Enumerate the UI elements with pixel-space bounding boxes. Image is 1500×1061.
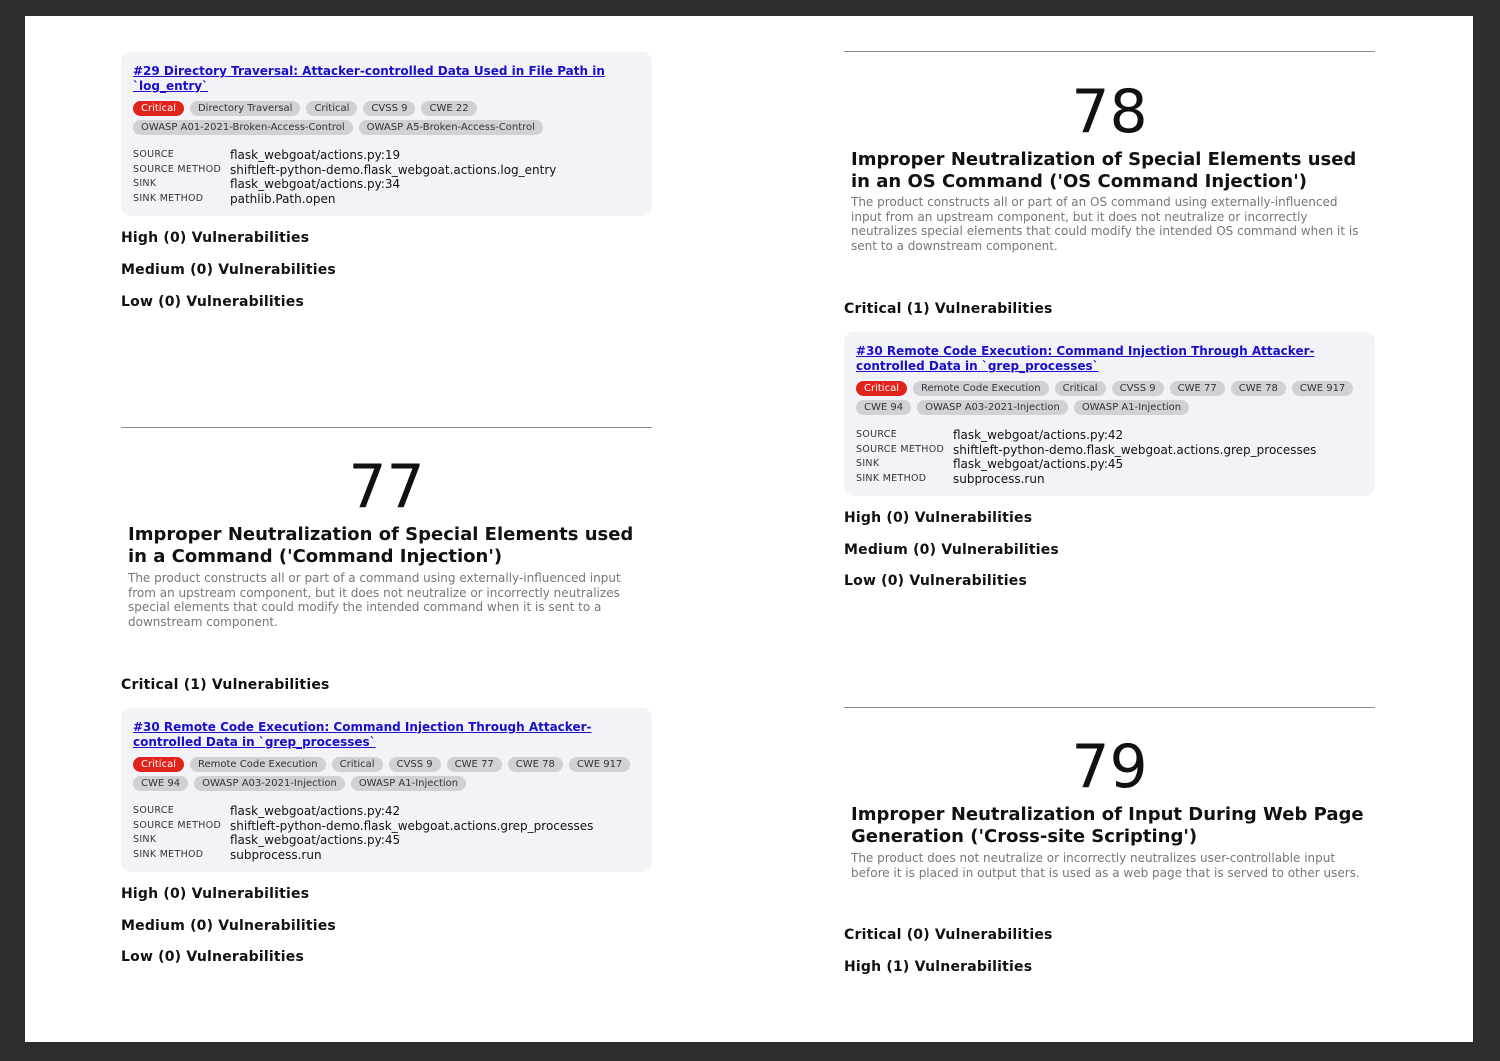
cwe-number: 77 [348, 452, 425, 522]
tag: OWASP A01-2021-Broken-Access-Control [133, 120, 353, 135]
source-method-label: SOURCE METHOD [856, 443, 945, 455]
tag: Remote Code Execution [190, 757, 326, 772]
source-label: SOURCE [856, 429, 898, 440]
tag: CWE 77 [447, 757, 502, 772]
source-value: flask_webgoat/actions.py:19 [230, 148, 401, 162]
high-vulnerabilities-heading: High (1) Vulnerabilities [844, 959, 1033, 975]
tag: CWE 94 [856, 400, 911, 415]
severity-badge: Critical [133, 101, 184, 116]
tag: CVSS 9 [389, 757, 441, 772]
tag: Directory Traversal [190, 101, 300, 116]
source-value: flask_webgoat/actions.py:42 [953, 428, 1124, 442]
section-divider [121, 427, 652, 428]
tag: CWE 917 [1292, 381, 1353, 396]
cwe-description: The product constructs all or part of a command using externally-influenced input from an upstream component, but it does not neutralize or incorrectly neutralizes special elements that could modify the intended command when it is sent to a downstream component. [128, 571, 621, 629]
sink-label: SINK [133, 178, 157, 189]
sink-method-value: pathlib.Path.open [230, 191, 336, 206]
tag: CVSS 9 [363, 101, 415, 116]
tag: OWASP A03-2021-Injection [194, 776, 345, 791]
tag: CWE 917 [569, 757, 630, 772]
medium-vulnerabilities-heading: Medium (0) Vulnerabilities [844, 542, 1059, 558]
source-method-value: shiftleft-python-demo.flask_webgoat.actions.grep_processes [953, 442, 1317, 457]
sink-label: SINK [133, 834, 157, 845]
location-details [133, 804, 640, 862]
high-vulnerabilities-heading: High (0) Vulnerabilities [844, 510, 1033, 526]
tag: CWE 78 [508, 757, 563, 772]
source-method-value: shiftleft-python-demo.flask_webgoat.actions.log_entry [230, 162, 557, 177]
high-vulnerabilities-heading: High (0) Vulnerabilities [121, 886, 310, 902]
sink-method-value: subprocess.run [953, 471, 1045, 486]
vulnerability-link[interactable]: #29 Directory Traversal: Attacker-controlled Data Used in File Path in `log_entry` [133, 64, 605, 93]
sink-method-label: SINK METHOD [856, 472, 927, 484]
sink-method-label: SINK METHOD [133, 848, 204, 860]
tag: CVSS 9 [1112, 381, 1164, 396]
source-method-label: SOURCE METHOD [133, 819, 222, 831]
vulnerability-card [121, 708, 652, 872]
vulnerability-link[interactable]: #30 Remote Code Execution: Command Injection Through Attacker-controlled Data in `grep_processes` [856, 344, 1315, 373]
section-divider [844, 51, 1375, 52]
sink-method-label: SINK METHOD [133, 192, 204, 204]
medium-vulnerabilities-heading: Medium (0) Vulnerabilities [121, 918, 336, 934]
low-vulnerabilities-heading: Low (0) Vulnerabilities [844, 573, 1028, 589]
critical-vulnerabilities-heading: Critical (1) Vulnerabilities [121, 677, 330, 693]
cwe-number: 78 [1071, 77, 1148, 147]
cwe-description: The product constructs all or part of an OS command using externally-influenced input from an upstream component, but it does not neutralize or incorrectly neutralizes special elements that could modify the intended OS command when it is sent to a downstream component. [851, 195, 1359, 253]
tag: Critical [1055, 381, 1106, 396]
severity-badge: Critical [133, 757, 184, 772]
sink-method-value: subprocess.run [230, 847, 322, 862]
critical-vulnerabilities-heading: Critical (0) Vulnerabilities [844, 927, 1053, 943]
tag-list [133, 101, 640, 135]
cwe-title: Improper Neutralization of Input During Web Page Generation ('Cross-site Scripting') [851, 804, 1364, 847]
location-details [133, 148, 640, 206]
report-page [25, 16, 1473, 1042]
tag: CWE 78 [1231, 381, 1286, 396]
tag: Critical [306, 101, 357, 116]
cwe-title: Improper Neutralization of Special Elements used in an OS Command ('OS Command Injection') [851, 149, 1357, 192]
source-value: flask_webgoat/actions.py:42 [230, 804, 401, 818]
tag: CWE 77 [1170, 381, 1225, 396]
medium-vulnerabilities-heading: Medium (0) Vulnerabilities [121, 262, 336, 278]
source-label: SOURCE [133, 805, 175, 816]
sink-label: SINK [856, 458, 880, 469]
source-method-value: shiftleft-python-demo.flask_webgoat.actions.grep_processes [230, 818, 594, 833]
vulnerability-card [844, 332, 1375, 496]
tag: Remote Code Execution [913, 381, 1049, 396]
source-method-label: SOURCE METHOD [133, 163, 222, 175]
tag: Critical [332, 757, 383, 772]
vulnerability-card [121, 52, 652, 216]
sink-value: flask_webgoat/actions.py:34 [230, 177, 401, 191]
tag-list [133, 757, 640, 791]
sink-value: flask_webgoat/actions.py:45 [953, 457, 1124, 471]
vulnerability-link[interactable]: #30 Remote Code Execution: Command Injection Through Attacker-controlled Data in `grep_processes` [133, 720, 592, 749]
cwe-description: The product does not neutralize or incorrectly neutralizes user-controllable input before it is placed in output that is used as a web page that is served to other users. [851, 851, 1360, 880]
low-vulnerabilities-heading: Low (0) Vulnerabilities [121, 949, 305, 965]
sink-value: flask_webgoat/actions.py:45 [230, 833, 401, 847]
tag: OWASP A03-2021-Injection [917, 400, 1068, 415]
tag: OWASP A1-Injection [1074, 400, 1189, 415]
low-vulnerabilities-heading: Low (0) Vulnerabilities [121, 294, 305, 310]
location-details [856, 428, 1363, 486]
tag: CWE 94 [133, 776, 188, 791]
high-vulnerabilities-heading: High (0) Vulnerabilities [121, 230, 310, 246]
source-label: SOURCE [133, 149, 175, 160]
severity-badge: Critical [856, 381, 907, 396]
critical-vulnerabilities-heading: Critical (1) Vulnerabilities [844, 301, 1053, 317]
section-divider [844, 707, 1375, 708]
cwe-number: 79 [1071, 732, 1148, 802]
tag-list [856, 381, 1363, 415]
tag: OWASP A5-Broken-Access-Control [359, 120, 543, 135]
tag: OWASP A1-Injection [351, 776, 466, 791]
cwe-title: Improper Neutralization of Special Elements used in a Command ('Command Injection') [128, 524, 634, 567]
tag: CWE 22 [421, 101, 476, 116]
